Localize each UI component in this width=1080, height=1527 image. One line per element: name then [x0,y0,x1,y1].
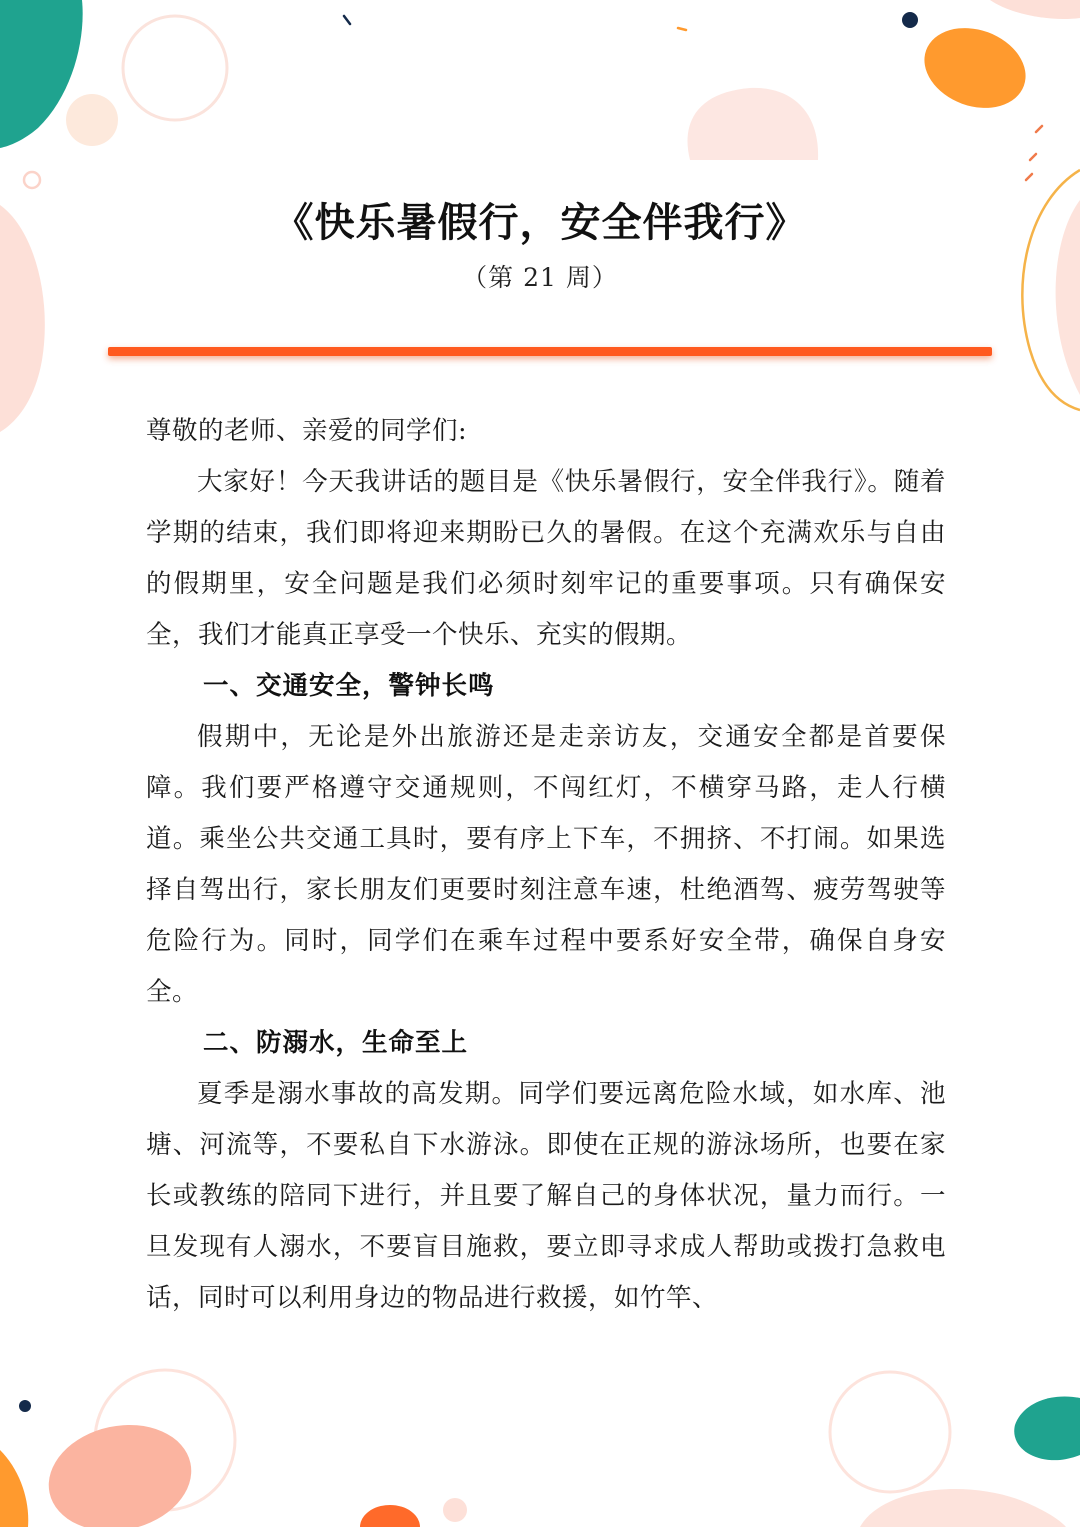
page-title: 《快乐暑假行，安全伴我行》 [273,199,807,246]
peach-dot-top-left [66,94,118,146]
speech-body [146,406,946,1324]
ring-bottom-left [95,1370,235,1510]
pink-corner-top-right [990,0,1080,19]
ring-small-left [24,172,40,188]
intro-paragraph: 大家好！今天我讲话的题目是《快乐暑假行，安全伴我行》。随着学期的结束，我们即将迎来期盼已久的暑假。在这个充满欢乐与自由的假期里，安全问题是我们必须时刻牢记的重要事项。只有确保安全，我们才能真正享受一个快乐、充实的假期。 [146,467,946,650]
orange-half-bottom-center [360,1505,420,1527]
salutation: 尊敬的老师、亲爱的同学们: [146,416,468,446]
section-heading-drowning: 二、防溺水，生命至上 [203,1028,469,1058]
ring-top-left [123,16,227,120]
week-subtitle: （第 21 周） [462,263,618,292]
dash-right-1 [1036,126,1042,132]
orange-blob-bottom-left [0,1450,28,1527]
navy-dot-top-right [902,12,918,28]
ring-bottom-right [830,1372,950,1492]
dash-top-1 [344,16,350,24]
pink-blob-top-center [688,88,819,160]
section-body-traffic: 假期中，无论是外出旅游还是走亲访友，交通安全都是首要保障。我们要严格遵守交通规则，不闯红灯，不横穿马路，走人行横道。乘坐公共交通工具时，要有序上下车，不拥挤、不打闹。如果选择自驾出行，家长朋友们更要时刻注意车速，杜绝酒驾、疲劳驾驶等危险行为。同时，同学们在乘车过程中要系好安全带，确保自身安全。 [146,722,946,1007]
dash-right-3 [1026,174,1032,180]
coral-blob-bottom-left [39,1412,201,1527]
section-body-drowning: 夏季是溺水事故的高发期。同学们要远离危险水域，如水库、池塘、河流等，不要私自下水游泳。即使在正规的游泳场所，也要在家长或教练的陪同下进行，并且要了解自己的身体状况，量力而行。一旦发现有人溺水，不要盲目施救，要立即寻求成人帮助或拨打急救电话，同时可以利用身边的物品进行救援，如竹竿、 [146,1079,946,1313]
teal-blob-top-left [0,0,83,148]
pink-dot-bottom-center [443,1498,467,1522]
section-heading-traffic: 一、交通安全，警钟长鸣 [203,671,495,701]
teal-blob-bottom-right [1014,1396,1080,1460]
orange-blob-top-right [913,15,1037,122]
dash-right-2 [1030,154,1036,160]
accent-divider [108,347,992,356]
dash-top-2 [678,28,686,30]
navy-dot-bottom-left [19,1400,31,1412]
pink-blob-bottom-right [860,1489,1066,1527]
